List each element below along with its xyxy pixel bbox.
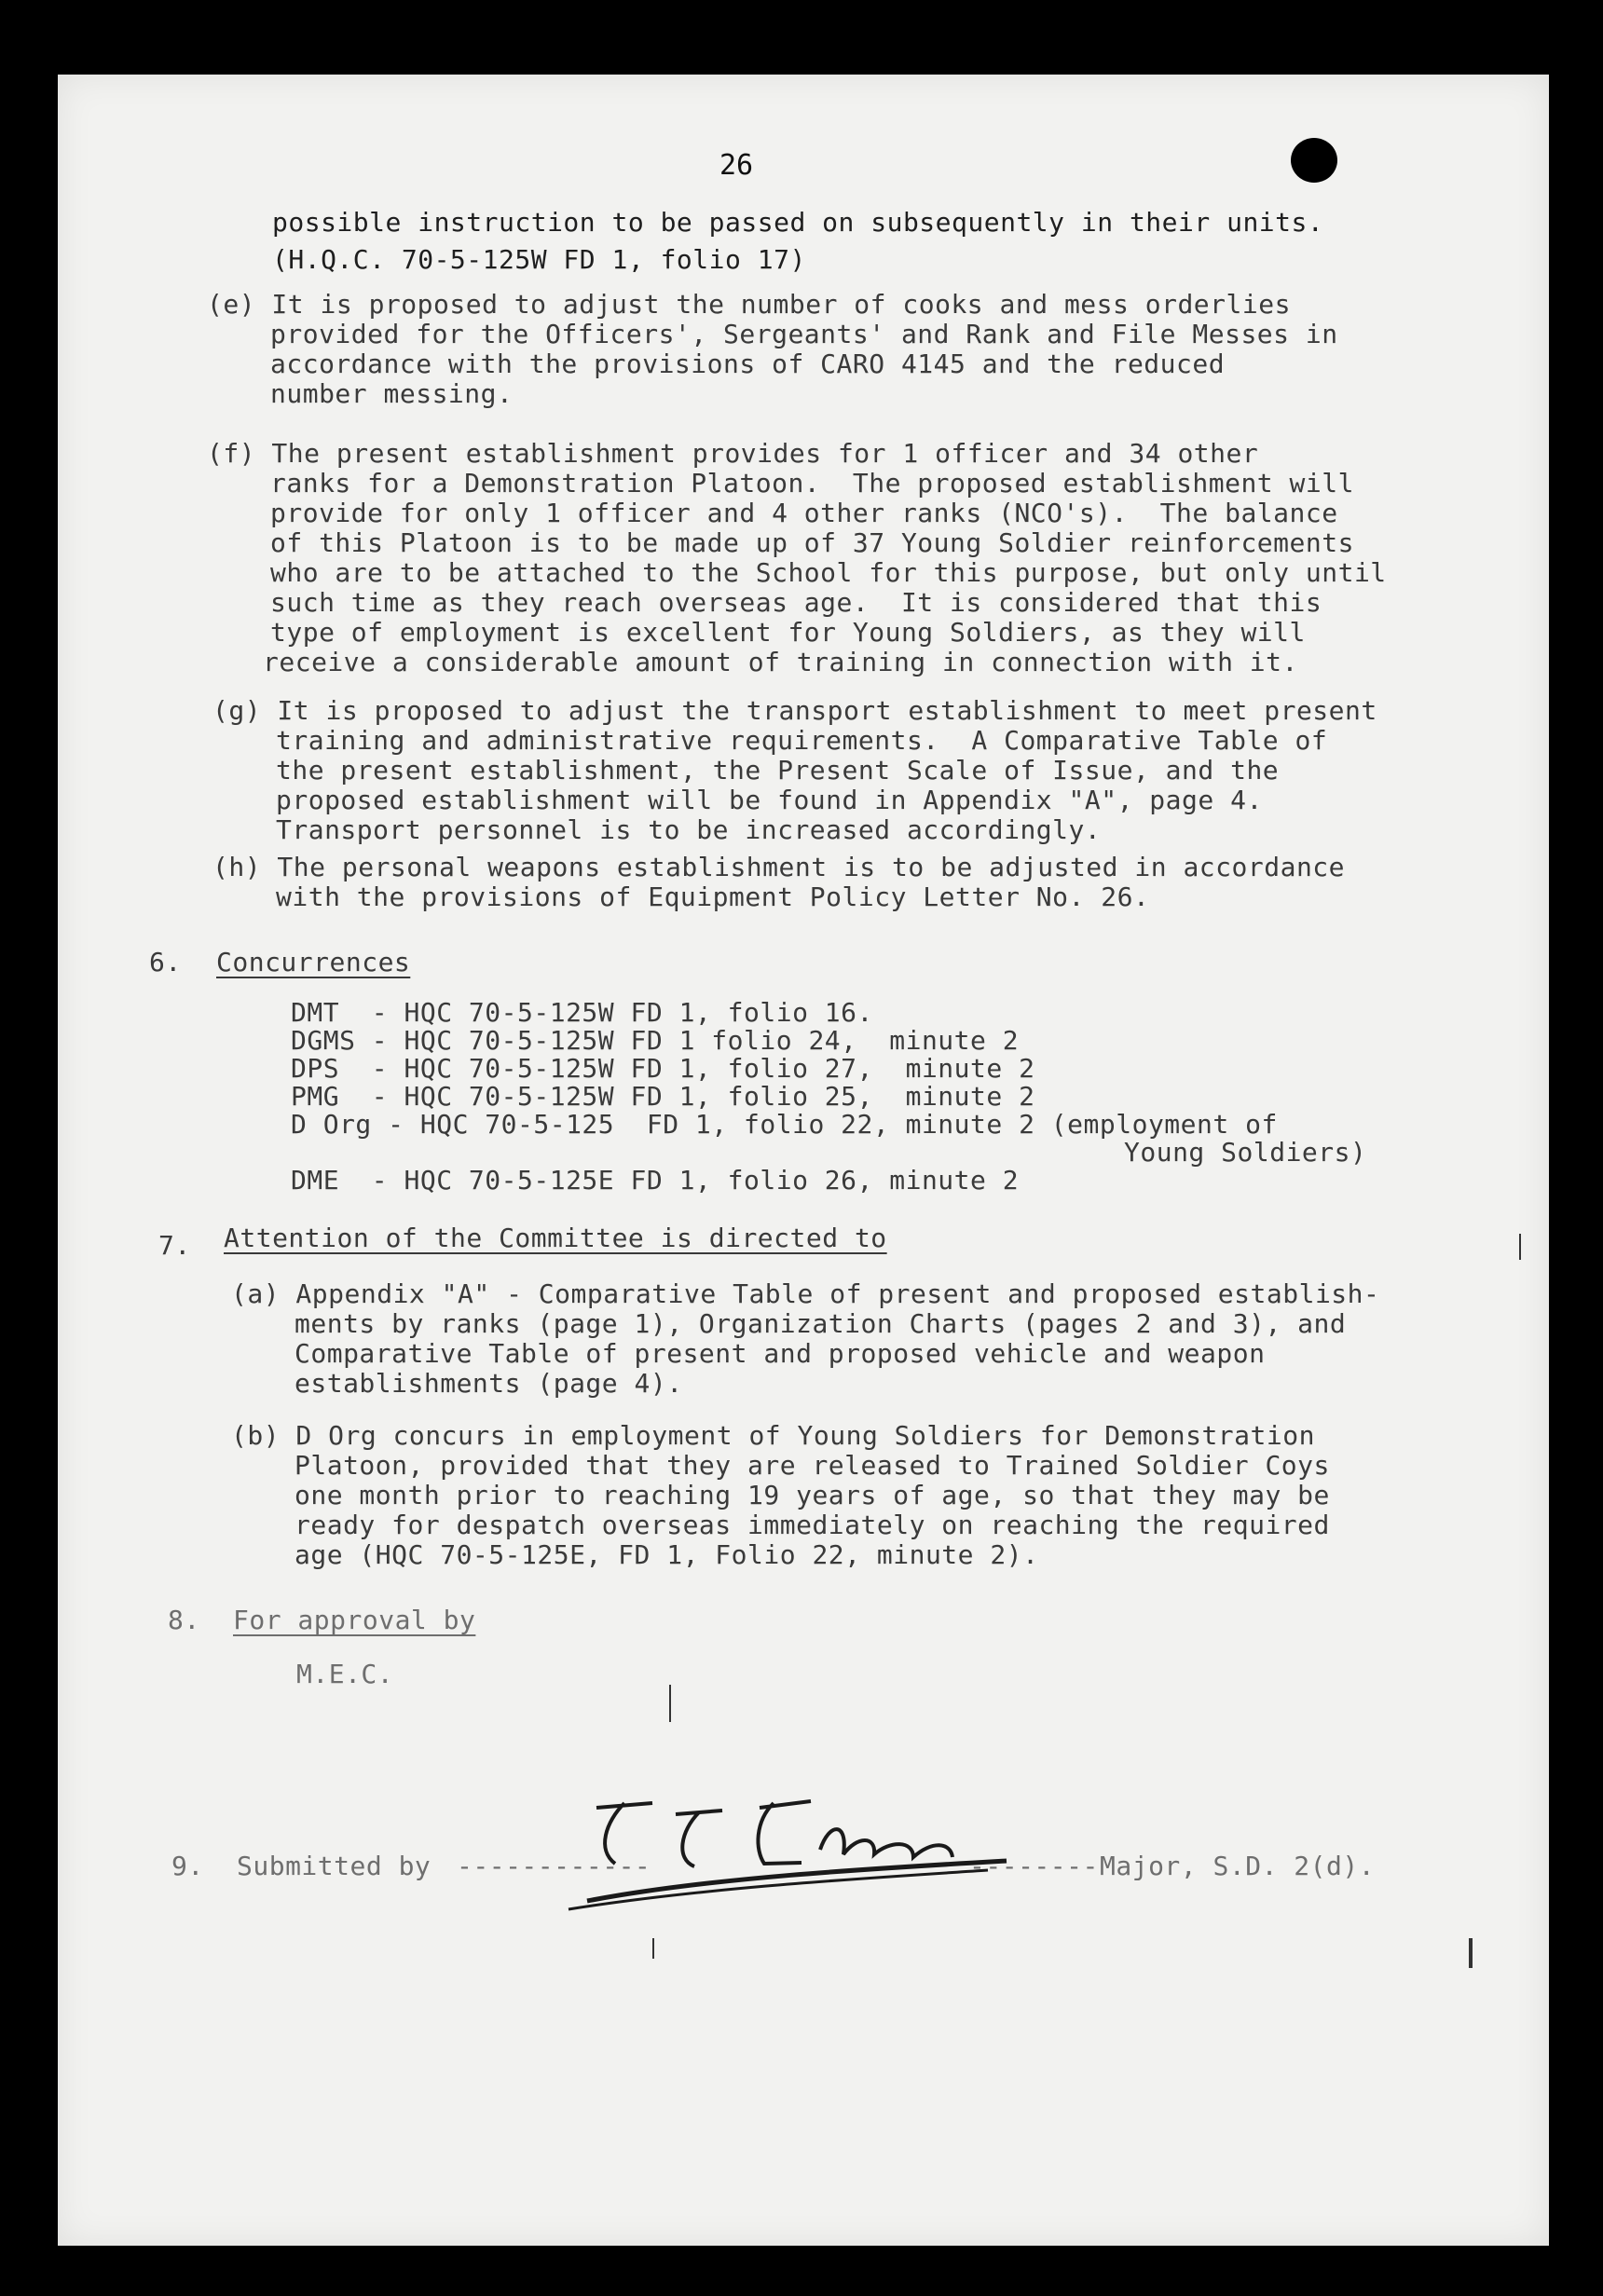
punch-hole [1291,138,1337,183]
paragraph-e-line: (e) It is proposed to adjust the number of cooks and mess orderlies [207,289,1291,320]
paragraph-f-line: receive a considerable amount of training in connection with it. [263,647,1298,677]
item-b-line: (b) D Org concurs in employment of Young Soldiers for Demonstration [231,1420,1315,1451]
item-b-line: Platoon, provided that they are released to Trained Soldier Coys [295,1450,1330,1481]
paragraph-e-line: accordance with the provisions of CARO 4145 and the reduced [270,348,1226,379]
section-7-number: 7. [158,1230,191,1261]
concurrence-line: DMT - HQC 70-5-125W FD 1, folio 16. [291,997,873,1028]
signature-line-left: ------------ [457,1851,651,1881]
paragraph-e-line: number messing. [270,378,514,409]
paragraph-f-line: provide for only 1 officer and 4 other ranks (NCO's). The balance [270,498,1338,528]
paragraph-g-line: proposed establishment will be found in Appendix "A", page 4. [276,785,1263,815]
paragraph-h-line: with the provisions of Equipment Policy Letter No. 26. [276,882,1150,912]
paragraph-f-line: type of employment is excellent for Young Soldiers, as they will [270,617,1306,648]
paragraph-f-line: who are to be attached to the School for this purpose, but only until [270,557,1387,588]
handwritten-signature [522,1784,1100,1915]
stray-mark [669,1685,671,1722]
concurrence-line: PMG - HQC 70-5-125W FD 1, folio 25, minute 2 [291,1081,1035,1112]
submitter-rank: Major, S.D. 2(d). [1100,1851,1376,1881]
paragraph-g-line: the present establishment, the Present Scale of Issue, and the [276,755,1280,786]
stray-mark [1519,1234,1521,1260]
section-6-number: 6. [149,947,182,977]
text-line: (H.Q.C. 70-5-125W FD 1, folio 17) [272,244,806,275]
section-8-number: 8. [168,1605,200,1635]
concurrence-line: DME - HQC 70-5-125E FD 1, folio 26, minute 2 [291,1165,1020,1196]
concurrence-line: DPS - HQC 70-5-125W FD 1, folio 27, minute 2 [291,1053,1035,1084]
paragraph-g-line: (g) It is proposed to adjust the transport establishment to meet present [212,695,1377,726]
stray-mark [652,1938,654,1959]
paragraph-h-line: (h) The personal weapons establishment is to be adjusted in accordance [212,852,1346,882]
paragraph-f-line: such time as they reach overseas age. It is considered that this [270,587,1322,618]
signature-line-right: -------- [969,1851,1099,1881]
paragraph-g-line: training and administrative requirements. A Comparative Table of [276,725,1328,756]
item-b-line: ready for despatch overseas immediately on reaching the required [295,1510,1330,1540]
section-7-heading: Attention of the Committee is directed to [224,1223,887,1253]
concurrence-line: D Org - HQC 70-5-125 FD 1, folio 22, minute 2 (employment of [291,1109,1278,1140]
item-b-line: one month prior to reaching 19 years of age, so that they may be [295,1480,1330,1510]
paragraph-f-line: ranks for a Demonstration Platoon. The proposed establishment will [270,468,1354,499]
section-6-heading: Concurrences [216,947,411,977]
stray-mark [1469,1938,1473,1968]
section-9-number: 9. [171,1851,204,1881]
paragraph-g-line: Transport personnel is to be increased accordingly. [276,814,1102,845]
item-a-line: ments by ranks (page 1), Organization Charts (pages 2 and 3), and [295,1308,1347,1339]
text-line: possible instruction to be passed on subsequently in their units. [272,207,1324,238]
item-a-line: Comparative Table of present and proposed vehicle and weapon [295,1338,1266,1369]
paragraph-f-line: of this Platoon is to be made up of 37 Young Soldier reinforcements [270,527,1354,558]
item-a-line: establishments (page 4). [295,1368,683,1399]
concurrence-line: DGMS - HQC 70-5-125W FD 1 folio 24, minute 2 [291,1025,1020,1056]
item-b-line: age (HQC 70-5-125E, FD 1, Folio 22, minute 2). [295,1539,1039,1570]
item-a-line: (a) Appendix "A" - Comparative Table of present and proposed establish- [231,1278,1380,1309]
concurrence-line-continued: Young Soldiers) [1124,1137,1367,1168]
page-number: 26 [719,149,754,182]
paragraph-f-line: (f) The present establishment provides for 1 officer and 34 other [207,438,1259,469]
paragraph-e-line: provided for the Officers', Sergeants' and Rank and File Messes in [270,319,1338,349]
submitted-by-label: Submitted by [237,1851,432,1881]
section-8-heading: For approval by [233,1605,476,1635]
approval-authority: M.E.C. [296,1659,394,1689]
